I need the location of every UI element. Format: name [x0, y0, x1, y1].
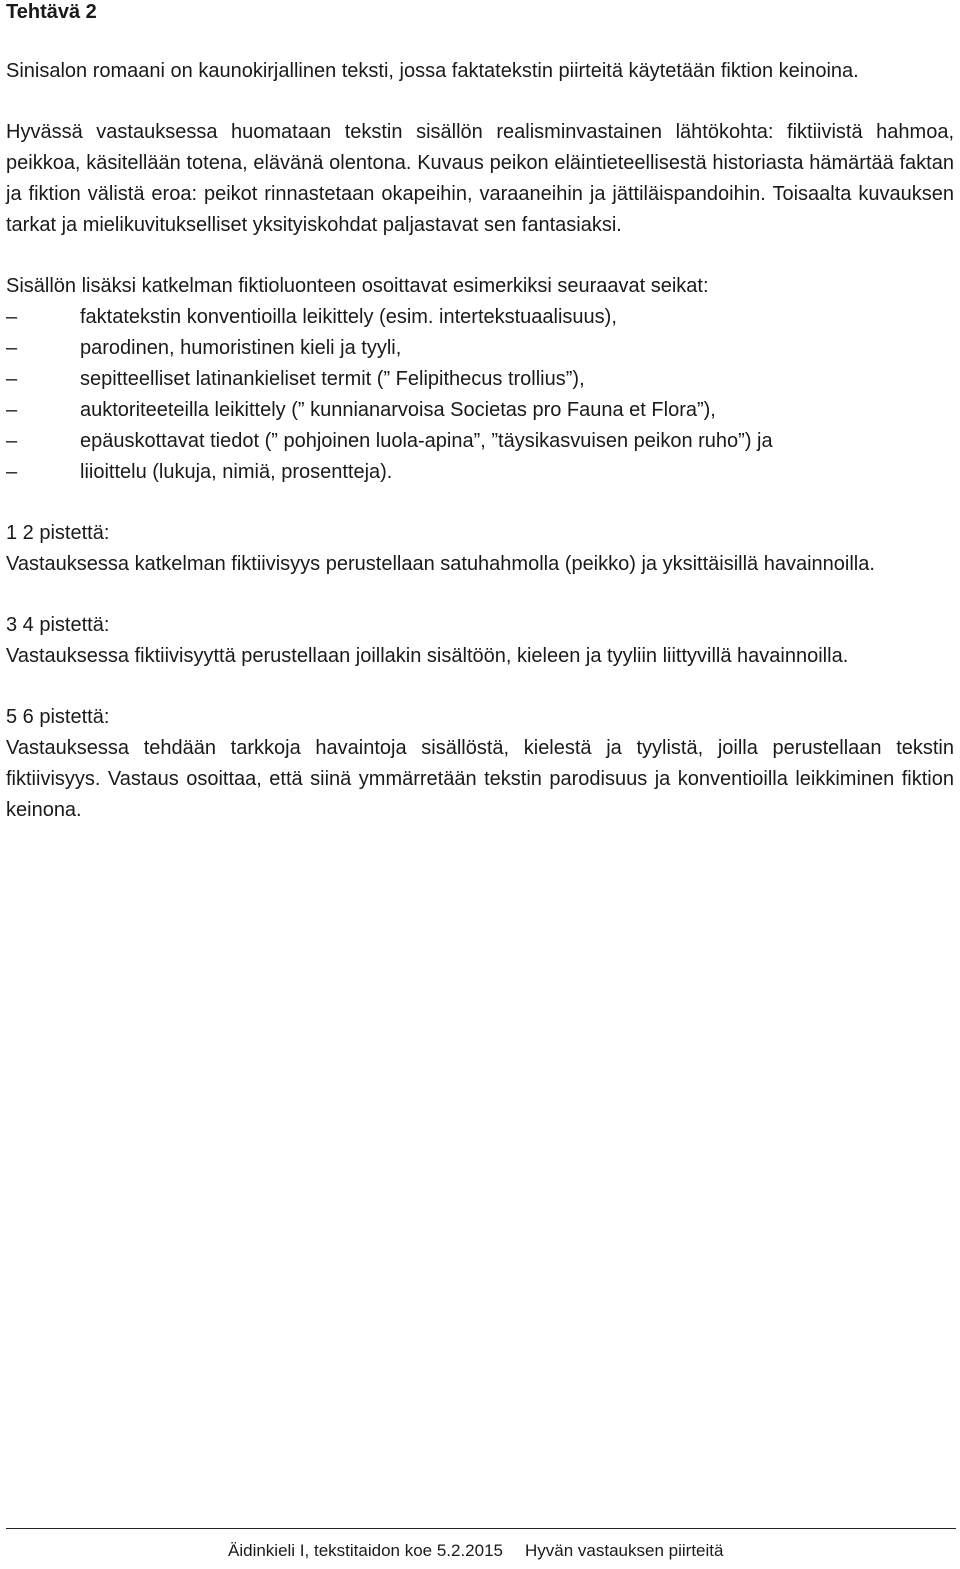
list-item: [6, 457, 954, 488]
dash-bullet: –: [6, 368, 18, 390]
score-block-1-2: [6, 518, 954, 580]
dash-bullet: –: [6, 399, 18, 421]
dash-bullet: –: [6, 306, 18, 328]
footer-text: [228, 1541, 723, 1561]
score-heading: 3 4 pistettä:: [6, 614, 110, 636]
score-description: Vastauksessa fiktiivisyyttä perustellaan joillakin sisältöön, kieleen ja tyyliin liittyvillä havainnoilla.: [6, 645, 849, 667]
page-title: Tehtävä 2: [6, 1, 97, 23]
features-list: [6, 302, 954, 488]
list-item-text: liioittelu (lukuja, nimiä, prosentteja).: [80, 461, 393, 483]
list-item-text: auktoriteeteilla leikittely (” kunnianarvoisa Societas pro Fauna et Flora”),: [80, 399, 716, 421]
list-item: [6, 333, 954, 364]
list-item-text: sepitteelliset latinankieliset termit (” Felipithecus trollius”),: [80, 368, 585, 390]
score-block-5-6: [6, 702, 954, 826]
score-heading: 1 2 pistettä:: [6, 522, 110, 544]
answer-sentence-1: Hyvässä vastauksessa huomataan tekstin sisällön realisminvastainen lähtökohta: fiktiivistä hahmoa, peikkoa, käsitellään totena, elävänä olentona.: [6, 121, 954, 174]
score-description: Vastauksessa tehdään tarkkoja havaintoja sisällöstä, kielestä ja tyylistä, joilla perustellaan tekstin fiktiivisyys. Vastaus osoittaa, että siinä ymmärretään tekstin parodisuus ja konventioilla leikkiminen fiktion keinona.: [6, 737, 954, 821]
answer-sentence-2: Kuvaus peikon eläintieteellisestä historiasta hämärtää faktan ja fiktion välistä eroa: peikot rinnastetaan okapeihin, varaaneihin ja jättiläispandoihin.: [6, 152, 954, 205]
list-item: [6, 302, 954, 333]
footer-section: Hyvän vastauksen piirteitä: [525, 1541, 724, 1560]
answer-sentence-3: Toisaalta kuvauksen tarkat ja mielikuvitukselliset yksityiskohdat paljastavat sen fantasiaksi.: [6, 183, 954, 236]
page-footer: [6, 1528, 956, 1560]
list-item: [6, 426, 954, 457]
list-item-text: parodinen, humoristinen kieli ja tyyli,: [80, 337, 402, 359]
score-block-3-4: [6, 610, 954, 672]
intro-paragraph: Sinisalon romaani on kaunokirjallinen teksti, jossa faktatekstin piirteitä käytetään fiktion keinoina.: [6, 60, 859, 82]
list-item: [6, 395, 954, 426]
dash-bullet: –: [6, 430, 18, 452]
features-intro: Sisällön lisäksi katkelman fiktioluonteen osoittavat esimerkiksi seuraavat seikat:: [6, 275, 709, 297]
dash-bullet: –: [6, 337, 18, 359]
list-item-text: epäuskottavat tiedot (” pohjoinen luola-apina”, ”täysikasvuisen peikon ruho”) ja: [80, 430, 773, 452]
footer-exam: Äidinkieli I, tekstitaidon koe 5.2.2015: [228, 1541, 504, 1560]
dash-bullet: –: [6, 461, 18, 483]
answer-paragraph: [6, 117, 954, 241]
document-page: [6, 0, 954, 826]
score-description: Vastauksessa katkelman fiktiivisyys perustellaan satuhahmolla (peikko) ja yksittäisillä havainnoilla.: [6, 553, 875, 575]
list-item-text: faktatekstin konventioilla leikittely (esim. intertekstuaalisuus),: [80, 306, 617, 328]
list-item: [6, 364, 954, 395]
score-heading: 5 6 pistettä:: [6, 706, 110, 728]
